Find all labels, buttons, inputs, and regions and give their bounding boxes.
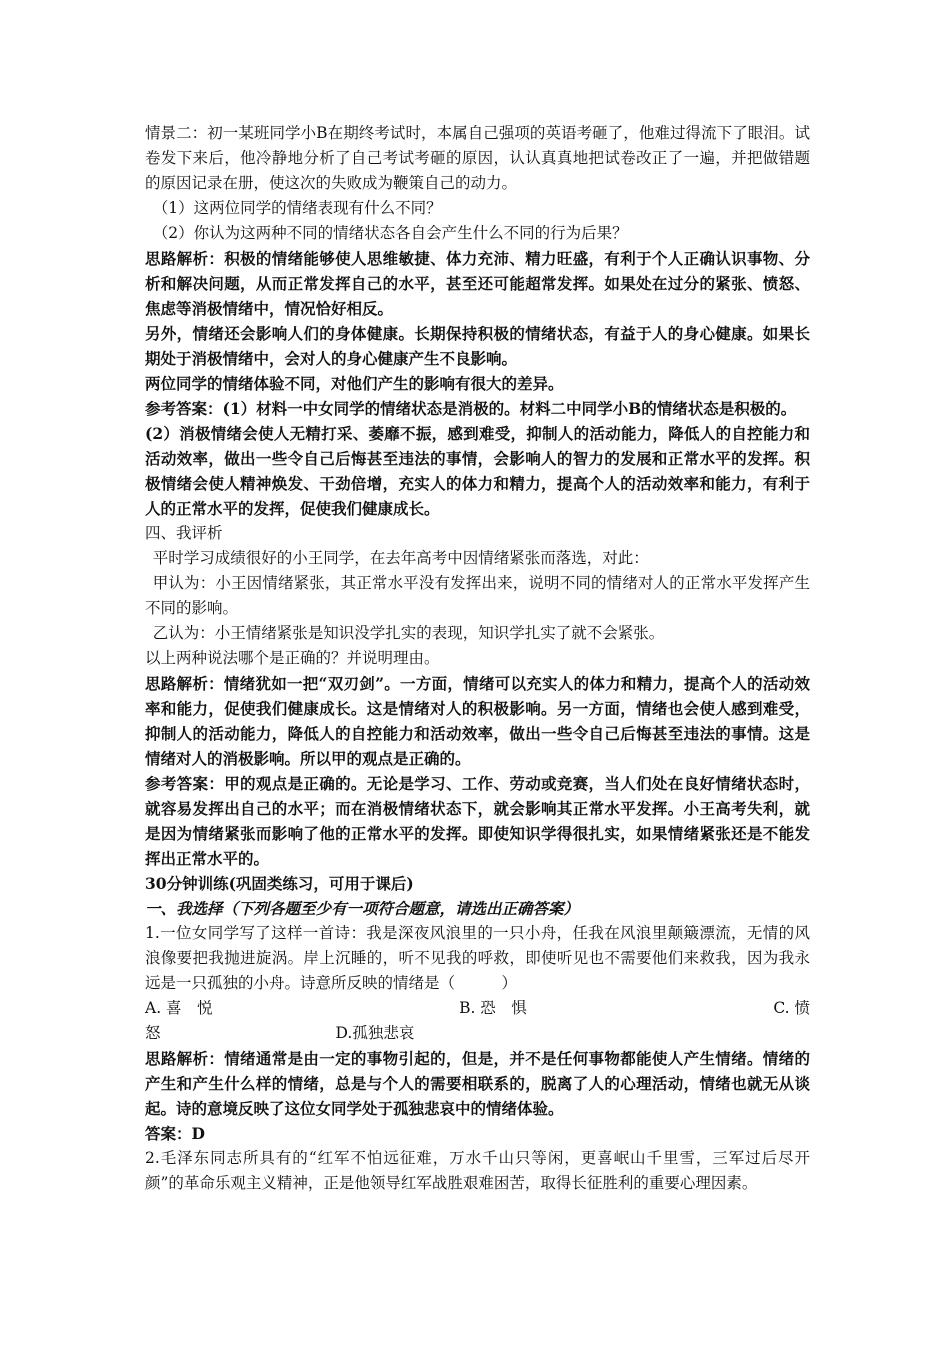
options-row — [145, 996, 810, 1021]
option-c: C. 愤 — [773, 999, 810, 1017]
scenario-two-paragraph: 情景二：初一某班同学小B在期终考试时，本属自己强项的英语考砸了，他难过得流下了眼泪。试卷发下来后，他冷静地分析了自己考试考砸的原因，认认真真地把试卷改正了一遍，并把做错题的原因记录在册，使这次的失败成为鞭策自己的动力。 — [145, 124, 810, 192]
reference-answer-1: 参考答案：(1）材料一中女同学的情绪状态是消极的。材料二中同学小B的情绪状态是积极的。 — [145, 399, 797, 418]
choice-section-heading: 一、我选择（下列各题至少有一项符合题意，请选出正确答案） — [145, 899, 580, 918]
evaluate-view-yi: 乙认为：小王情绪紧张是知识没学扎实的表现，知识学扎实了就不会紧张。 — [152, 624, 665, 642]
choice-question-2: 2.毛泽东同志所具有的“红军不怕远征难，万水千山只等闲，更喜岷山千里雪，三军过后尽开颜”的革命乐观主义精神，正是他领导红军战胜艰难困苦，取得长征胜利的重要心理因素。 — [145, 1149, 810, 1192]
analysis-paragraph-1: 思路解析：积极的情绪能够使人思维敏捷、体力充沛、精力旺盛，有利于个人正确认识事物、分析和解决问题，从而正常发挥自己的水平，甚至还可能超常发挥。如果处在过分的紧张、愤怒、焦虑等消极情绪中，情况恰好相反。 — [145, 249, 810, 318]
choice-1-answer: 答案：D — [145, 1124, 205, 1143]
options-row-2 — [145, 1021, 810, 1046]
option-d: D.孤独悲哀 — [335, 1024, 415, 1042]
choice-1-analysis: 思路解析：情绪通常是由一定的事物引起的，但是，并不是任何事物都能使人产生情绪。情绪的产生和产生什么样的情绪，总是与个人的需要相联系的，脱离了人的心理活动，情绪也就无从谈起。诗的意境反映了这位女同学处于孤独悲哀中的情绪体验。 — [145, 1049, 810, 1118]
section-heading-evaluate: 四、我评析 — [145, 524, 223, 542]
analysis-paragraph-2: 另外，情绪还会影响人们的身体健康。长期保持积极的情绪状态，有益于人的身心健康。如果长期处于消极情绪中，会对人的身心健康产生不良影响。 — [145, 324, 810, 368]
evaluate-analysis: 思路解析：情绪犹如一把“双刃剑”。一方面，情绪可以充实人的体力和精力，提高个人的活动效率和能力，促使我们健康成长。这是情绪对人的积极影响。另一方面，情绪也会使人感到难受，抑制人的活动能力，降低人的自控能力和活动效率，做出一些令自己后悔甚至违法的事情。这是情绪对人的消极影响。所以甲的观点是正确的。 — [145, 674, 810, 768]
option-a: A. 喜 悦 — [145, 999, 213, 1017]
evaluate-answer: 参考答案：甲的观点是正确的。无论是学习、工作、劳动或竞赛，当人们处在良好情绪状态时，就容易发挥出自己的水平；而在消极情绪状态下，就会影响其正常水平发挥。小王高考失利，就是因为情绪紧张而影响了他的正常水平的发挥。即使知识学得很扎实，如果情绪紧张还是不能发挥出正常水平的。 — [145, 774, 810, 868]
training-heading: 30分钟训练(巩固类练习，可用于课后) — [145, 874, 414, 893]
choice-question-1: 1.一位女同学写了这样一首诗：我是深夜风浪里的一只小舟，任我在风浪里颠簸漂流，无情的风浪像要把我抛进旋涡。岸上沉睡的，听不见我的呼救，即使听见也不需要他们来救我，因为我永远是一只孤独的小舟。诗意所反映的情绪是（ ） — [145, 924, 810, 992]
reference-answer-2: (2）消极情绪会使人无精打采、萎靡不振，感到难受，抑制人的活动能力，降低人的自控能力和活动效率，做出一些令自己后悔甚至违法的事情，会影响人的智力的发展和正常水平的发挥。积极情绪会使人精神焕发、干劲倍增，充实人的体力和精力，提高个人的活动效率和能力，有利于人的正常水平的发挥，促使我们健康成长。 — [145, 424, 810, 518]
analysis-paragraph-3: 两位同学的情绪体验不同，对他们产生的影响有很大的差异。 — [145, 374, 564, 393]
document-page — [145, 121, 810, 1196]
option-b: B. 恐 惧 — [459, 999, 527, 1017]
evaluate-intro: 平时学习成绩很好的小王同学，在去年高考中因情绪紧张而落选，对此： — [152, 549, 649, 567]
question-1: （1）这两位同学的情绪表现有什么不同？ — [152, 199, 442, 217]
evaluate-view-jia: 甲认为：小王因情绪紧张，其正常水平没有发挥出来，说明不同的情绪对人的正常水平发挥产生不同的影响。 — [145, 574, 810, 617]
evaluate-question: 以上两种说法哪个是正确的？并说明理由。 — [145, 649, 440, 667]
question-2: （2）你认为这两种不同的情绪状态各自会产生什么不同的行为后果？ — [152, 224, 628, 242]
option-c-continued: 怒 — [145, 1024, 161, 1042]
